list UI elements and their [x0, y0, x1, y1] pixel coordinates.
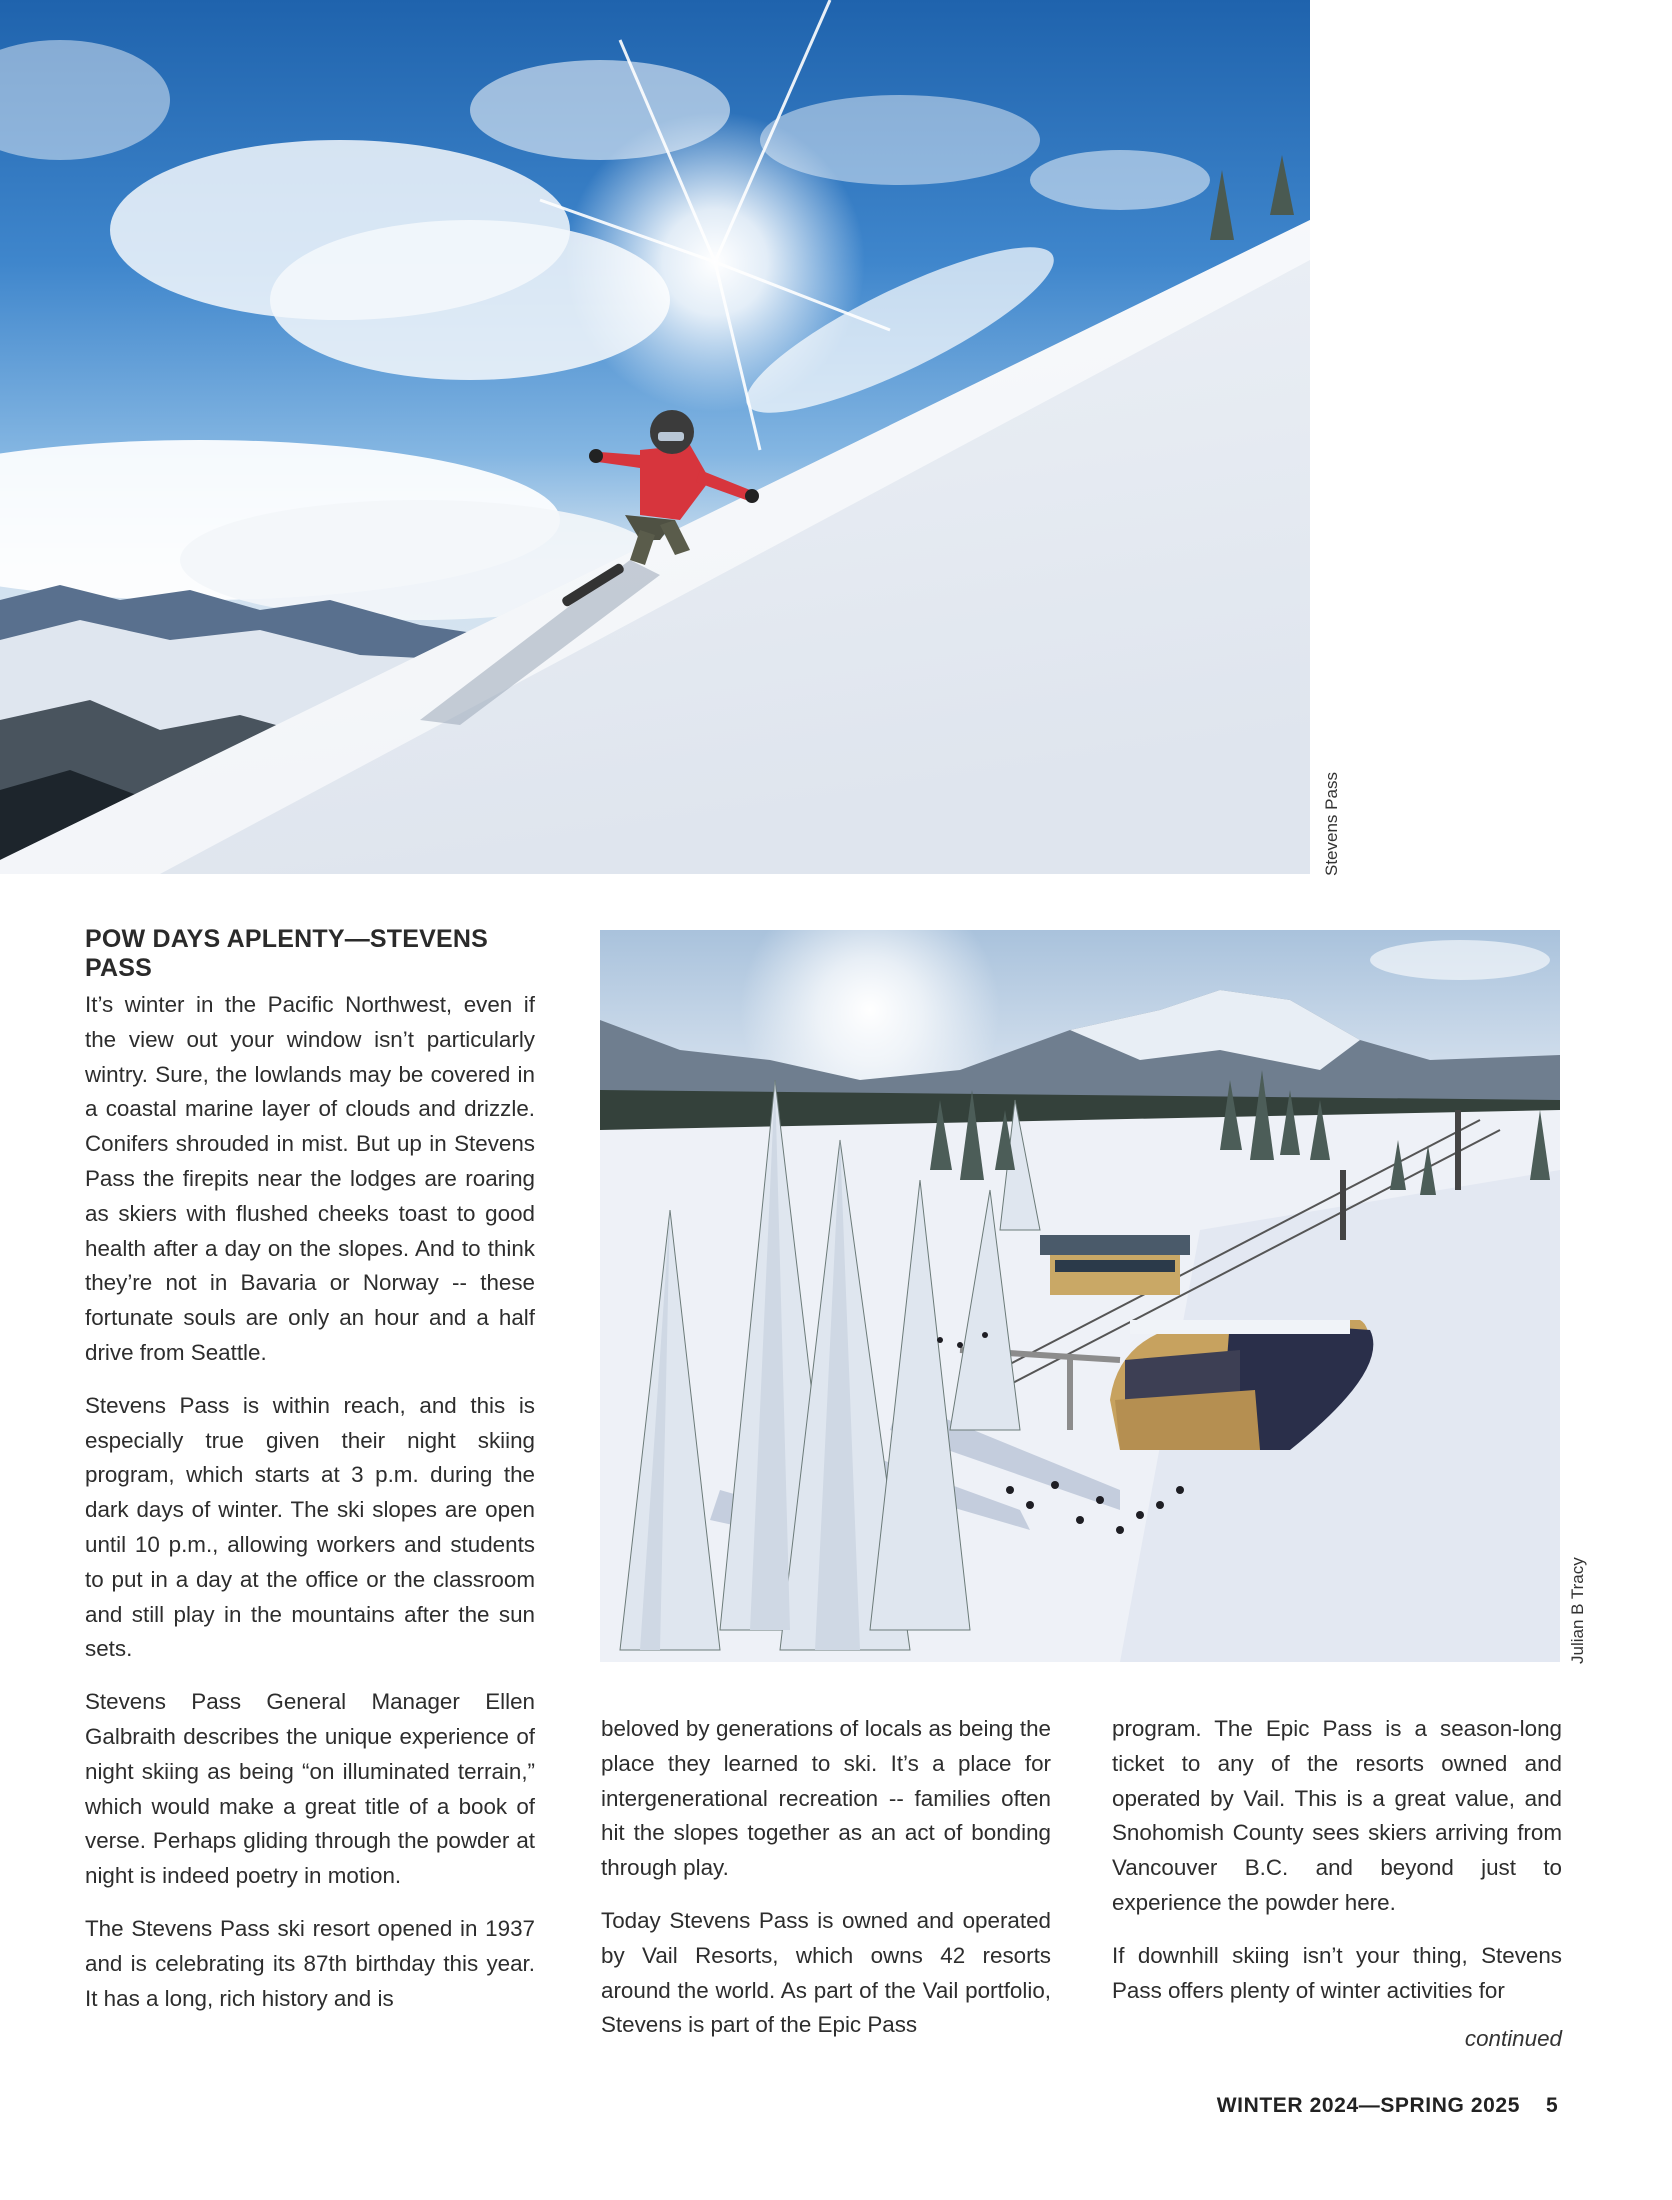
paragraph-night-skiing: Stevens Pass is within reach, and this is especially true given their night skiing program, which starts at 3 p.m. during the dark days of winter. The ski slopes are open until 10 p.m., allowing workers and students to put in a day at the office or the classroom and still play in the mountains after the sun sets.: [85, 1392, 535, 1662]
paragraph-history: The Stevens Pass ski resort opened in 1937 and is celebrating its 87th birthday this year. It has a long, rich history and is: [85, 1915, 535, 2011]
upper-lodge: [1040, 1235, 1190, 1295]
lodge-chairlift-photo: [600, 930, 1560, 1662]
lodge-photo-credit: Julian B Tracy: [1568, 1557, 1587, 1664]
paragraph-winter-activities: If downhill skiing isn’t your thing, Stevens Pass offers plenty of winter activities for: [1112, 1942, 1562, 2003]
paragraph-vail-resorts: Today Stevens Pass is owned and operated by Vail Resorts, which owns 42 resorts around the world. As part of the Vail portfolio, Stevens is part of the Epic Pass: [601, 1907, 1051, 2038]
article-column-2: [601, 1712, 1051, 2061]
article-column-1: [85, 988, 535, 2034]
continued-label: continued: [1464, 2026, 1562, 2051]
hero-photo-credit: Stevens Pass: [1322, 772, 1341, 876]
paragraph-locals: beloved by generations of locals as being the place they learned to ski. It’s a place for intergenerational recreation -- families often hit the slopes together as an act of bonding through play.: [601, 1716, 1051, 1881]
article-column-3: [1112, 1712, 1562, 2026]
hero-photo-snowboarder: [0, 0, 1310, 874]
article-headline: POW DAYS APLENTY—STEVENS PASS: [85, 925, 489, 982]
page-number: 5: [1546, 2094, 1559, 2117]
paragraph-general-manager: Stevens Pass General Manager Ellen Galbraith describes the unique experience of night skiing as being “on illuminated terrain,” which would make a great title of a book of verse. Perhaps gliding through the powder at night is indeed poetry in motion.: [85, 1689, 535, 1889]
footer-issue-date: WINTER 2024—SPRING 2025: [1216, 2094, 1520, 2117]
paragraph-epic-pass: program. The Epic Pass is a season-long ticket to any of the resorts owned and operated by Vail. This is a great value, and Snohomish County sees skiers arriving from Vancouver B.C. and beyond just to experience the powder here.: [1112, 1716, 1562, 1915]
paragraph-intro: It’s winter in the Pacific Northwest, even if the view out your window isn’t particularly wintry. Sure, the lowlands may be covered in a coastal marine layer of clouds and drizzle. Conifers shrouded in mist. But up in Stevens Pass the firepits near the lodges are roaring as skiers with flushed cheeks toast to good health after a day on the slopes. And to think they’re not in Bavaria or Norway -- these fortunate souls are only an hour and a half drive from Seattle.: [85, 992, 535, 1365]
hero-photo-art: [0, 0, 1310, 874]
lodge-photo-art: [600, 930, 1560, 1662]
